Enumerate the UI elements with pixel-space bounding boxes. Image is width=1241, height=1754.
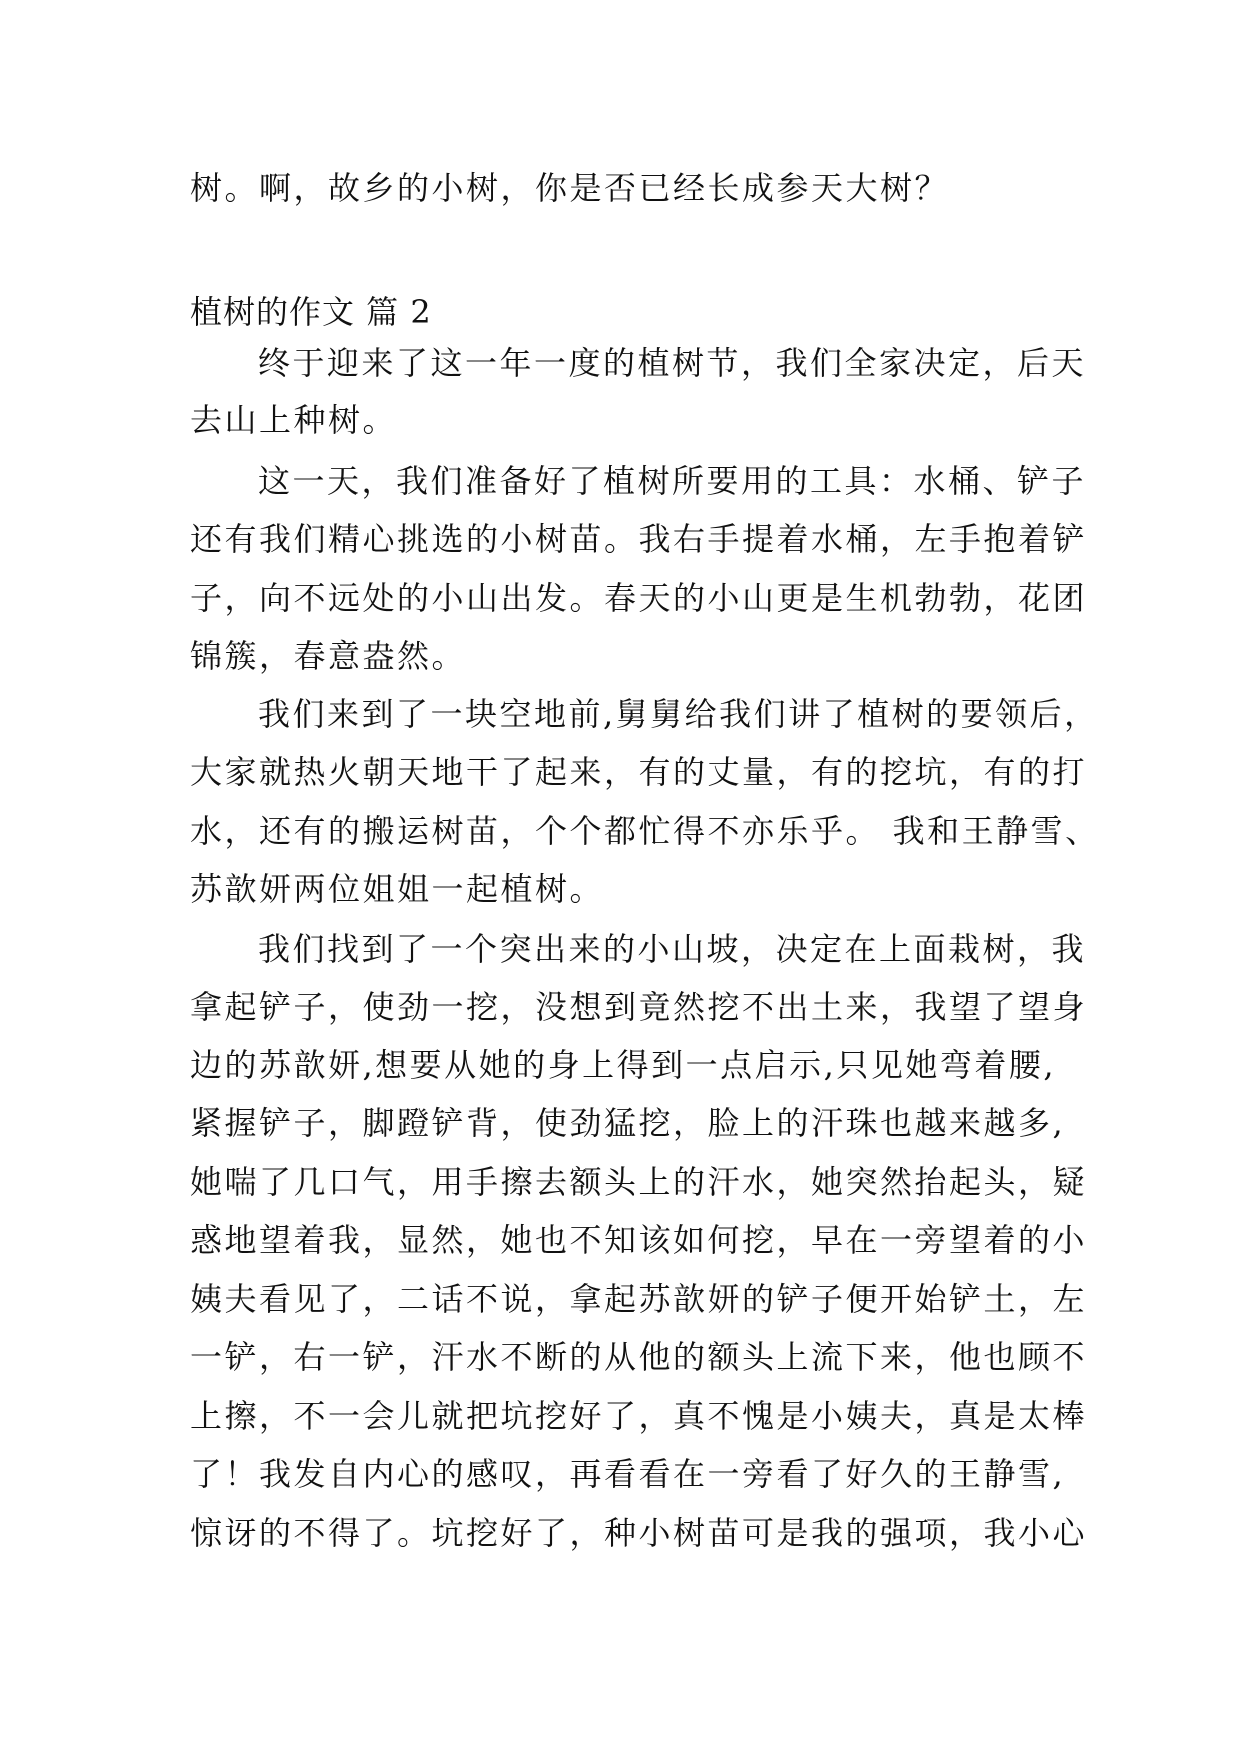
text-line: 终于迎来了这一年一度的植树节，我们全家决定，后天 (258, 344, 1087, 382)
text-line: 大家就热火朝天地干了起来，有的丈量，有的挖坑，有的打 (190, 753, 1088, 791)
text-line: 还有我们精心挑选的小树苗。我右手提着水桶，左手抱着铲 (190, 520, 1088, 558)
text-line: 惊讶的不得了。坑挖好了，种小树苗可是我的强项，我小心 (190, 1514, 1088, 1552)
text-line: 了！我发自内心的感叹，再看看在一旁看了好久的王静雪, (190, 1455, 1066, 1493)
text-line: 我们找到了一个突出来的小山坡，决定在上面栽树，我 (258, 930, 1087, 968)
text-line: 水，还有的搬运树苗，个个都忙得不亦乐乎。 我和王静雪、 (190, 812, 1100, 850)
text-line: 锦簇，春意盎然。 (190, 637, 467, 675)
text-line: 去山上种树。 (190, 401, 398, 439)
text-line: 惑地望着我，显然，她也不知该如何挖，早在一旁望着的小 (190, 1221, 1088, 1259)
text-line: 拿起铲子，使劲一挖，没想到竟然挖不出土来，我望了望身 (190, 988, 1088, 1026)
text-line: 她喘了几口气，用手擦去额头上的汗水，她突然抬起头，疑 (190, 1163, 1088, 1201)
text-line: 苏歆妍两位姐姐一起植树。 (190, 870, 605, 908)
text-line: 树。啊，故乡的小树，你是否已经长成参天大树？ (190, 169, 950, 207)
text-line: 一铲，右一铲，汗水不断的从他的额头上流下来，他也顾不 (190, 1338, 1088, 1376)
text-line: 边的苏歆妍,想要从她的身上得到一点启示,只见她弯着腰, (190, 1046, 1057, 1084)
text-line: 上擦，不一会儿就把坑挖好了，真不愧是小姨夫，真是太棒 (190, 1397, 1088, 1435)
section-heading: 植树的作文 篇 2 (190, 293, 432, 331)
text-line: 姨夫看见了，二话不说，拿起苏歆妍的铲子便开始铲土，左 (190, 1280, 1088, 1318)
text-line: 紧握铲子，脚蹬铲背，使劲猛挖，脸上的汗珠也越来越多, (190, 1104, 1066, 1142)
text-line: 我们来到了一块空地前,舅舅给我们讲了植树的要领后， (258, 695, 1099, 733)
text-line: 子，向不远处的小山出发。春天的小山更是生机勃勃，花团 (190, 579, 1088, 617)
text-line: 这一天，我们准备好了植树所要用的工具：水桶、铲子 (258, 462, 1087, 500)
